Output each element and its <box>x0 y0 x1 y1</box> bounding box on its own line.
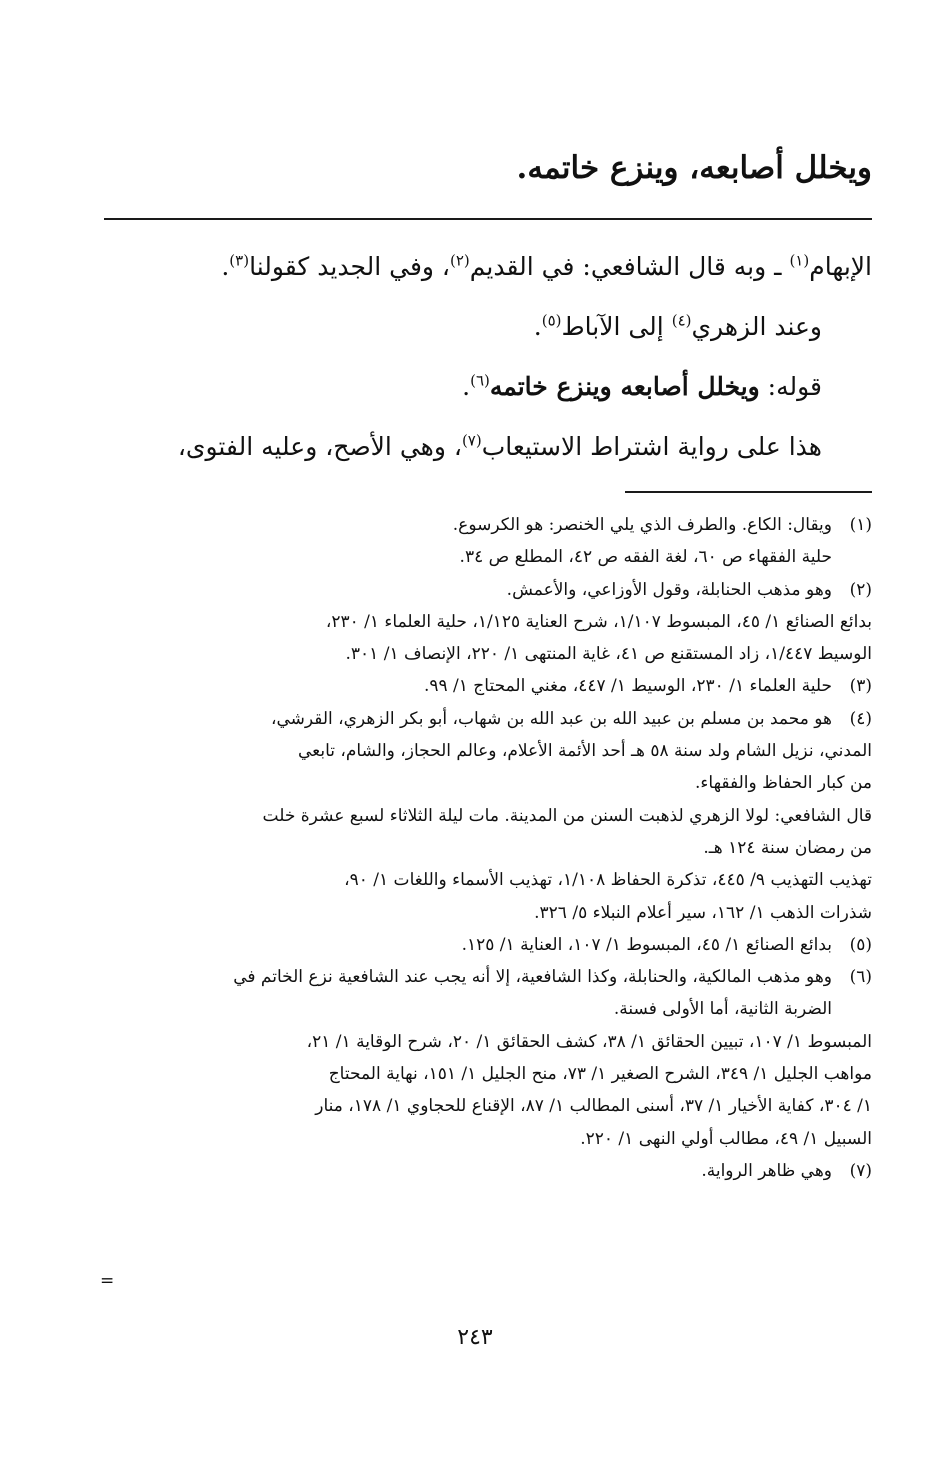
footnote-ref-3: (٣) <box>229 251 250 270</box>
footnote-number: (١) <box>849 515 872 535</box>
footnote-line: حلية الفقهاء ص ٦٠، لغة الفقه ص ٤٢، المطلع ص ٣٤. <box>459 547 832 568</box>
main-text <box>102 245 872 485</box>
footnote-line: السبيل ١/ ٤٩، مطالب أولي النهى ١/ ٢٢٠. <box>580 1128 872 1149</box>
footnote-line: الضربة الثانية، أما الأولى فسنة. <box>613 999 832 1020</box>
page-number: ٢٤٣ <box>457 1325 493 1350</box>
text: ـ وبه قال الشافعي: في القديم <box>469 252 790 281</box>
text: ، وفي الجديد كقولنا <box>249 252 450 281</box>
section-heading: ويخلل أصابعه، وينزع خاتمه. <box>516 150 872 186</box>
top-rule-divider <box>104 218 872 220</box>
footnote-line: شذرات الذهب ١/ ١٦٢، سير أعلام النبلاء ٥/ ٣٢٦. <box>534 902 872 923</box>
text: قوله: <box>759 372 822 401</box>
text: إلى الآباط <box>561 312 672 341</box>
footnote-number: (٤) <box>849 708 872 729</box>
text: ، وهي الأصح، وعليه الفتوى، <box>177 432 462 461</box>
footnotes <box>104 509 872 1187</box>
text: . <box>221 252 230 281</box>
main-line-4 <box>102 425 872 485</box>
footnote-ref-1: (١) <box>789 251 810 270</box>
footnote-line: مواهب الجليل ١/ ٣٤٩، الشرح الصغير ١/ ٧٣، منح الجليل ١/ ١٥١، نهاية المحتاج <box>328 1064 872 1085</box>
footnote-ref-6: (٦) <box>470 371 490 390</box>
footnote-line: المدني، نزيل الشام ولد سنة ٥٨ هـ أحد الأئمة الأعلام، وعالم الحجاز، والشام، تابعي <box>297 741 872 762</box>
footnote-4 <box>104 703 872 735</box>
footnote-ref-4: (٤) <box>671 311 692 330</box>
text: . <box>533 312 542 341</box>
footnote-text: ويقال: الكاع. والطرف الذي يلي الخنصر: هو الكرسوع. <box>452 515 832 535</box>
footnote-line: الوسيط ١/٤٤٧، زاد المستقنع ص ٤١، غاية المنتهى ١/ ٢٢٠، الإنصاف ١/ ٣٠١. <box>345 644 872 665</box>
footnote-7 <box>104 1155 872 1187</box>
text: وعند الزهري <box>691 312 822 341</box>
footnote-text: بدائع الصنائع ١/ ٤٥، المبسوط ١/ ١٠٧، العناية ١/ ١٢٥. <box>461 934 832 955</box>
footnote-ref-5: (٥) <box>541 311 562 330</box>
footnote-number: (٢) <box>849 579 872 600</box>
footnote-separator <box>625 491 872 493</box>
footnote-text: وهو مذهب المالكية، والحنابلة، وكذا الشافعية، إلا أنه يجب عند الشافعية نزع الخاتم في <box>233 967 832 988</box>
footnote-2 <box>104 574 872 606</box>
footnote-line: من رمضان سنة ١٢٤ هـ. <box>703 837 872 858</box>
footnote-6 <box>104 961 872 993</box>
footnote-line: تهذيب التهذيب ٩/ ٤٤٥، تذكرة الحفاظ ١/١٠٨، تهذيب الأسماء واللغات ١/ ٩٠، <box>344 870 872 891</box>
footnote-number: (٦) <box>849 967 872 988</box>
main-line-2 <box>102 305 872 365</box>
quoted-matn: ويخلل أصابعه وينزع خاتمه <box>489 372 760 401</box>
text: الإبهام <box>809 252 872 281</box>
footnote-text: وهو مذهب الحنابلة، وقول الأوزاعي، والأعمش. <box>506 579 832 600</box>
footnote-ref-2: (٢) <box>450 251 470 270</box>
footnote-text: هو محمد بن مسلم بن عبيد الله بن عبد الله بن شهاب، أبو بكر الزهري، القرشي، <box>270 708 832 729</box>
footnote-number: (٥) <box>849 934 872 955</box>
main-line-1 <box>102 245 872 305</box>
text: . <box>462 372 471 401</box>
footnote-line: بدائع الصنائع ١/ ٤٥، المبسوط ١/١٠٧، شرح العناية ١/١٢٥، حلية العلماء ١/ ٢٣٠، <box>325 611 872 632</box>
footnote-1 <box>104 509 872 541</box>
footnote-5 <box>104 929 872 961</box>
footnote-number: (٣) <box>849 676 872 697</box>
footnote-line: من كبار الحفاظ والفقهاء. <box>695 773 872 794</box>
footnote-number: (٧) <box>849 1160 872 1181</box>
continuation-mark: = <box>100 1271 115 1291</box>
footnote-ref-7: (٧) <box>461 431 482 450</box>
footnote-line: ١/ ٣٠٤، كفاية الأخيار ١/ ٣٧، أسنى المطالب ١/ ٨٧، الإقناع للحجاوي ١/ ١٧٨، منار <box>315 1096 872 1117</box>
footnote-3 <box>104 670 872 702</box>
footnote-line: المبسوط ١/ ١٠٧، تبيين الحقائق ١/ ٣٨، كشف الحقائق ١/ ٢٠، شرح الوقاية ١/ ٢١، <box>306 1031 872 1052</box>
main-line-3 <box>102 365 872 425</box>
footnote-text: حلية العلماء ١/ ٢٣٠، الوسيط ١/ ٤٤٧، مغني المحتاج ١/ ٩٩. <box>423 676 832 697</box>
footnote-line: قال الشافعي: لولا الزهري لذهبت السنن من المدينة. مات ليلة الثلاثاء لسبع عشرة خلت <box>262 805 872 826</box>
footnote-text: وهي ظاهر الرواية. <box>701 1160 832 1181</box>
text: هذا على رواية اشتراط الاستيعاب <box>481 432 822 461</box>
